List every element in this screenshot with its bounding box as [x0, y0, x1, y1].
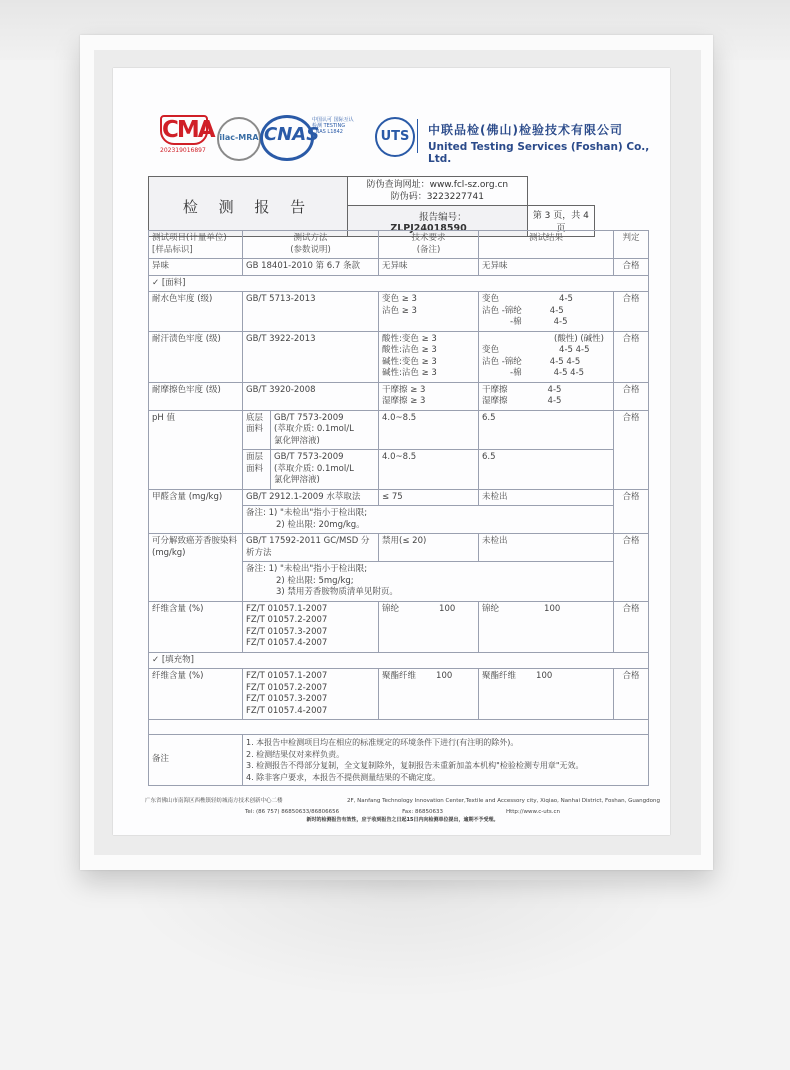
section-fabric: ✓ [面料]	[149, 275, 649, 292]
table-row: 纤维含量 (%) FZ/T 01057.1-2007 FZ/T 01057.2-2007 FZ/T 01057.3-2007 FZ/T 01057.4-2007 锦纶 100 锦纶 100 合格	[149, 601, 649, 652]
page-number: 第 3 页，共 4 页	[527, 206, 594, 237]
table-row-blank	[149, 720, 649, 735]
section-filling: ✓ [填充物]	[149, 652, 649, 669]
table-row: 异味 GB 18401-2010 第 6.7 条款 无异味 无异味 合格	[149, 259, 649, 276]
report-header-table	[148, 176, 595, 237]
frame-shadow	[120, 880, 680, 1000]
table-row: pH 值 底层 面料 GB/T 7573-2009 (萃取介质: 0.1mol/L 氯化钾溶液) 4.0~8.5 6.5 合格	[149, 410, 649, 450]
table-row: 耐汗渍色牢度 (级) GB/T 3922-2013 酸性:变色 ≥ 3 酸性:沾色 ≥ 3 碱性:变色 ≥ 3 碱性:沾色 ≥ 3 (酸性) (碱性) 变色 4-5 4-5 沾色 -锦纶 4-5 4-5 -棉 4-5 4-5 合格	[149, 331, 649, 382]
table-row: 可分解致癌芳香胺染料 (mg/kg) GB/T 17592-2011 GC/MSD 分析方法 禁用(≤ 20) 未检出 合格	[149, 534, 649, 562]
ilac-mra-logo: ilac-MRA	[217, 117, 261, 161]
report-footer: 广东省佛山市南海区西樵镇轻纺城南方技术创新中心二楼 2F, Nanfang Technology Innovation Center,Textile and Accessory city, Xiqiao, Nanhai District, Foshan, Guangdong Tel: (86 757) 86850633/86806656 Fax: 86850633 Http://www.c-uts.cn 新时的检测报告有效性，应于收到报告之日起15日内向检测单位提出，逾期不予受理。	[145, 798, 660, 823]
table-row: 耐水色牢度 (级) GB/T 5713-2013 变色 ≥ 3 沾色 ≥ 3 变色 4-5 沾色 -锦纶 4-5 -棉 4-5 合格	[149, 292, 649, 332]
table-row: 面层 面料 GB/T 7573-2009 (萃取介质: 0.1mol/L 氯化钾溶液) 4.0~8.5 6.5	[149, 450, 649, 490]
cma-logo: CMA 202319016897	[160, 117, 214, 154]
report-title: 检 测 报 告	[149, 177, 348, 237]
company-name: 中联品检(佛山)检验技术有限公司 United Testing Services (Foshan) Co., Ltd.	[428, 123, 650, 165]
remarks-row: 备注 1. 本报告中检测项目均在相应的标准规定的环境条件下进行(有注明的除外)。 2. 检测结果仅对来样负责。 3. 检测报告不得部分复制，全文复制除外，复制报告未重新加盖本机构"检验检测专用章"无效。 4. 除非客户要求，本报告不提供测量结果的不确定度。	[149, 735, 649, 786]
anti-fake-query: 防伪查询网址：www.fcl-sz.org.cn 防伪码：3223227741	[348, 177, 528, 206]
table-row: 耐摩擦色牢度 (级) GB/T 3920-2008 干摩擦 ≥ 3 湿摩擦 ≥ 3 干摩擦 4-5 湿摩擦 4-5 合格	[149, 382, 649, 410]
table-header: 测试项目(计量单位) [样品标识] 测试方法 (参数说明) 技术要求 (备注) 测试结果 判定	[149, 231, 649, 259]
header-logos	[160, 115, 650, 165]
cnas-logo: CNAS 中国认可 国际互认 检测 TESTING CNAS L1842	[260, 115, 355, 157]
test-results-table	[148, 230, 649, 786]
table-row-note: 备注: 1) "未检出"指小于检出限; 2) 检出限: 20mg/kg。	[149, 506, 649, 534]
table-row-note: 备注: 1) "未检出"指小于检出限; 2) 检出限: 5mg/kg; 3) 禁用芳香胺物质清单见附页。	[149, 562, 649, 602]
divider	[417, 119, 418, 153]
table-row: 纤维含量 (%) FZ/T 01057.1-2007 FZ/T 01057.2-2007 FZ/T 01057.3-2007 FZ/T 01057.4-2007 聚酯纤维 100 聚酯纤维 100 合格	[149, 669, 649, 720]
table-row: 甲醛含量 (mg/kg) GB/T 2912.1-2009 水萃取法 ≤ 75 未检出 合格	[149, 489, 649, 506]
uts-logo: UTS	[375, 117, 415, 157]
report-number: 报告编号：ZLPJ24018590	[348, 206, 528, 237]
